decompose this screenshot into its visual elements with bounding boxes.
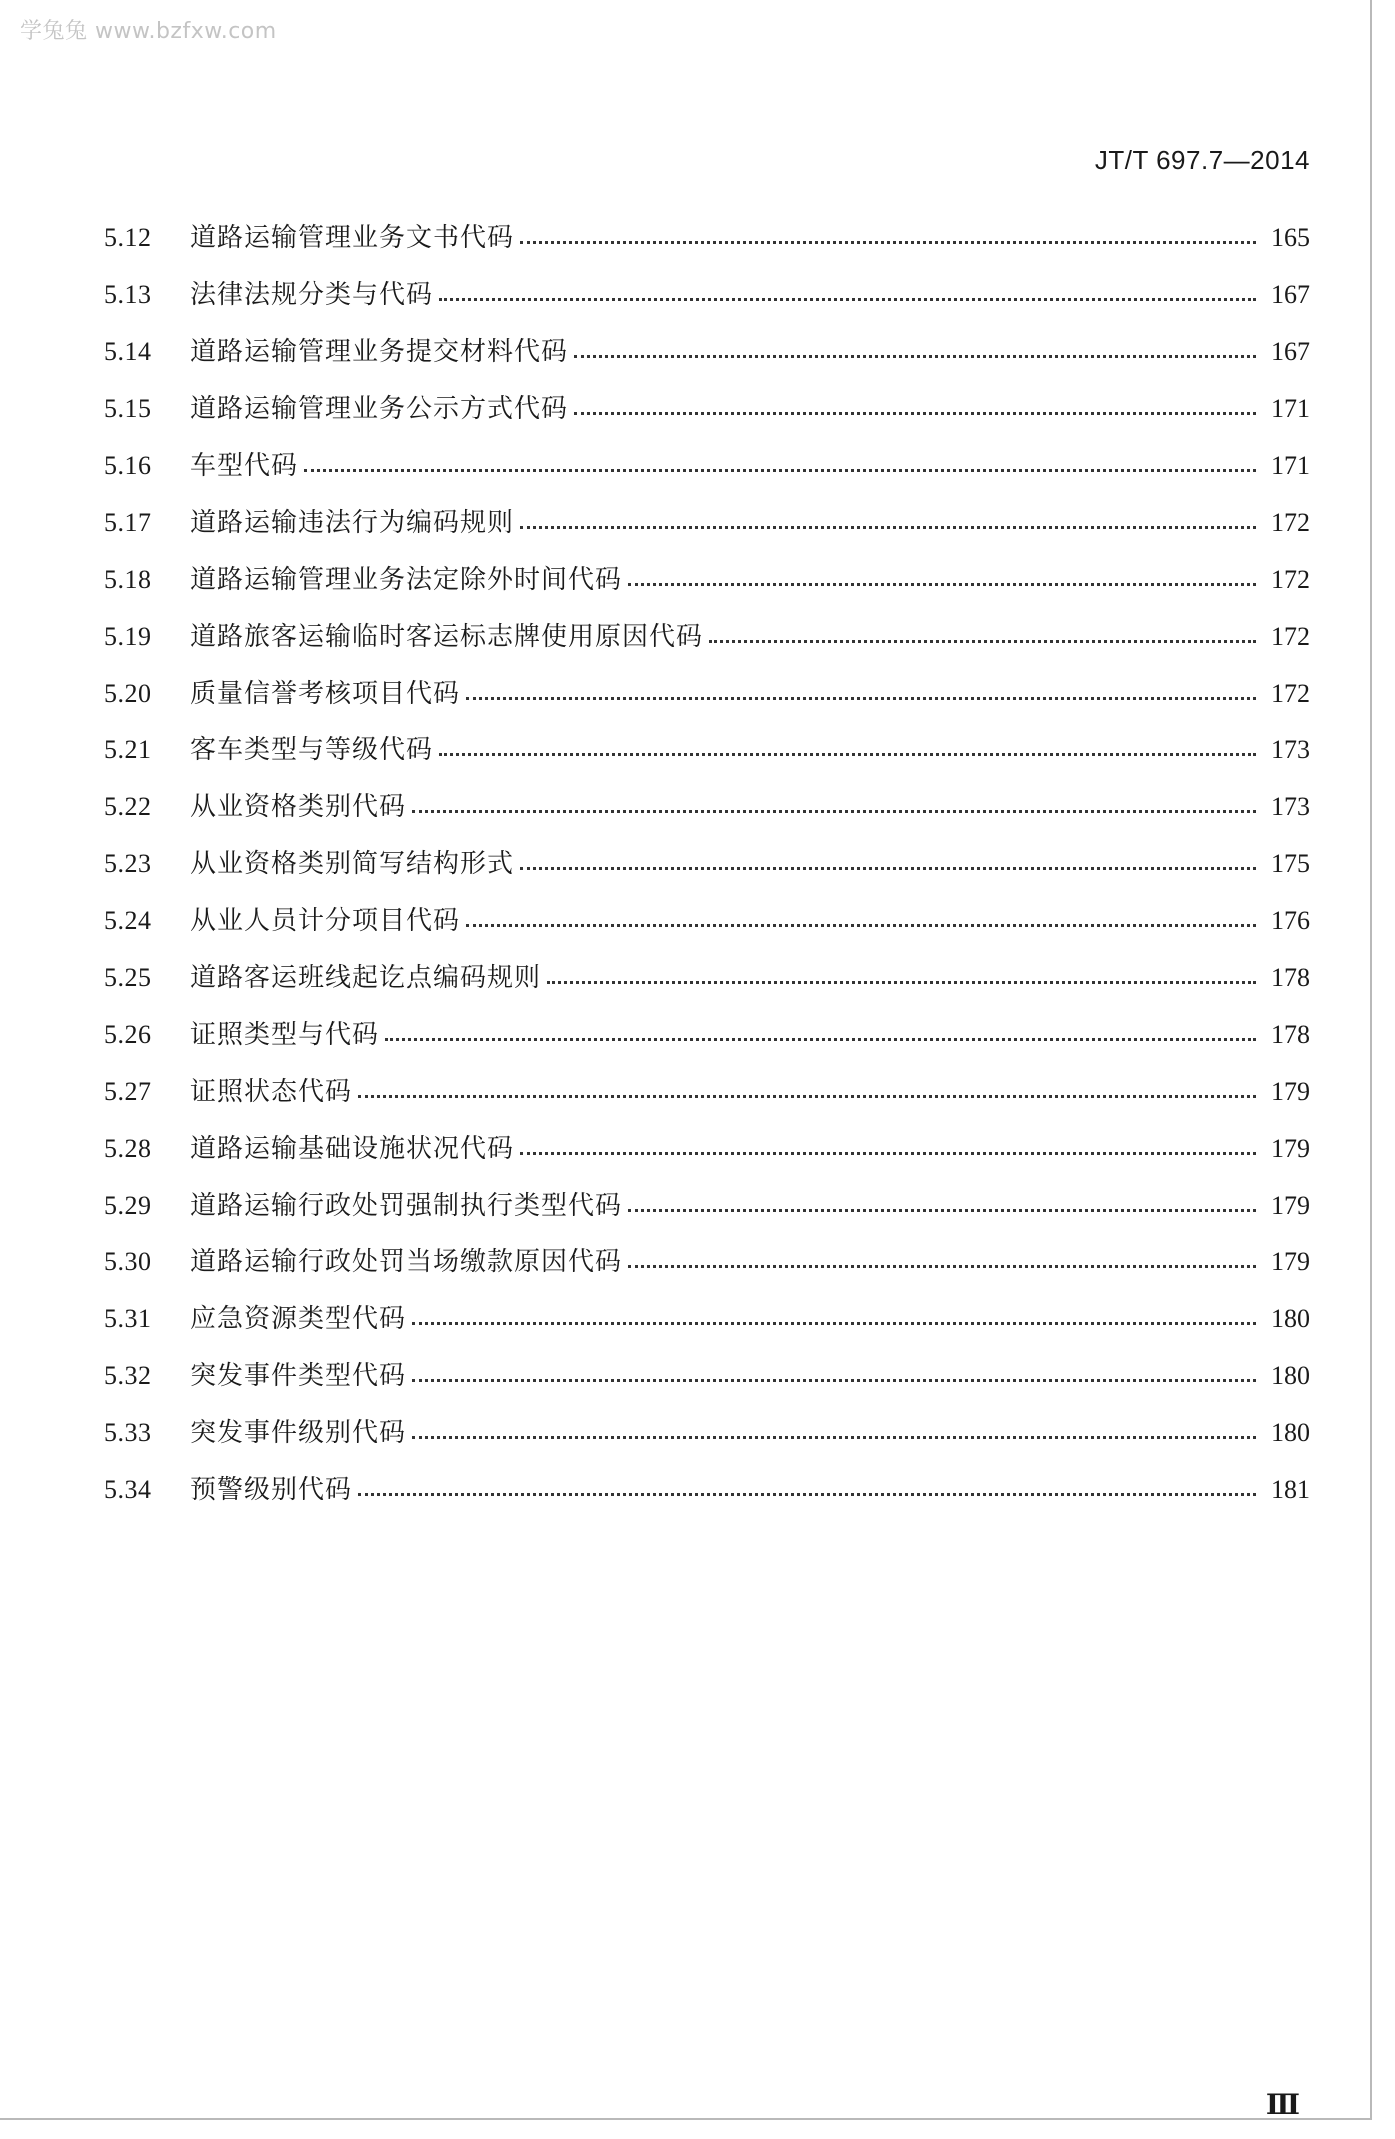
- toc-entry-number: 5.15: [104, 394, 152, 424]
- toc-dot-leader: [304, 468, 1256, 472]
- toc-entry-number: 5.13: [104, 280, 152, 310]
- toc-dot-leader: [439, 297, 1256, 301]
- watermark-text: 学兔兔 www.bzfxw.com: [20, 19, 277, 44]
- toc-entry-page: 167: [1271, 337, 1310, 367]
- toc-entry-page: 175: [1271, 849, 1310, 879]
- toc-entry[interactable]: [104, 836, 1310, 893]
- toc-entry-page: 165: [1271, 223, 1310, 253]
- toc-entry-page: 178: [1271, 963, 1310, 993]
- toc-entry-title: 突发事件级别代码: [190, 1418, 407, 1449]
- toc-dot-leader: [547, 980, 1256, 984]
- toc-dot-leader: [439, 752, 1256, 756]
- toc-entry-number: 5.30: [104, 1247, 152, 1277]
- toc-dot-leader: [466, 923, 1256, 927]
- toc-entry[interactable]: [104, 1462, 1310, 1519]
- toc-entry[interactable]: [104, 1120, 1310, 1177]
- toc-entry-number: 5.25: [104, 963, 152, 993]
- toc-entry-title: 从业资格类别简写结构形式: [190, 849, 515, 880]
- toc-entry-title: 质量信誉考核项目代码: [190, 678, 461, 709]
- toc-entry-title: 应急资源类型代码: [190, 1304, 407, 1335]
- toc-entry[interactable]: [104, 608, 1310, 665]
- toc-entry-page: 172: [1271, 678, 1310, 708]
- toc-dot-leader: [520, 1151, 1256, 1155]
- toc-entry-number: 5.23: [104, 849, 152, 879]
- toc-entry-page: 173: [1271, 792, 1310, 822]
- toc-entry-title: 证照类型与代码: [190, 1019, 380, 1050]
- toc-entry-title: 道路运输管理业务公示方式代码: [190, 394, 569, 425]
- toc-entry-number: 5.33: [104, 1418, 152, 1448]
- toc-entry-page: 173: [1271, 735, 1310, 765]
- toc-entry-number: 5.28: [104, 1133, 152, 1163]
- toc-entry-page: 178: [1271, 1019, 1310, 1049]
- toc-entry-number: 5.19: [104, 621, 152, 651]
- toc-entry-number: 5.31: [104, 1304, 152, 1334]
- toc-entry-number: 5.14: [104, 337, 152, 367]
- toc-entry-title: 车型代码: [190, 451, 299, 481]
- toc-entry-title: 道路运输行政处罚强制执行类型代码: [190, 1190, 623, 1221]
- toc-entry-title: 道路旅客运输临时客运标志牌使用原因代码: [190, 621, 704, 652]
- toc-entry-title: 道路客运班线起讫点编码规则: [190, 963, 542, 994]
- toc-entry-number: 5.29: [104, 1190, 152, 1220]
- toc-dot-leader: [628, 582, 1256, 586]
- toc-entry-number: 5.27: [104, 1076, 152, 1106]
- toc-entry-title: 法律法规分类与代码: [190, 280, 434, 311]
- standard-code-header: JT/T 697.7—2014: [1094, 145, 1310, 175]
- toc-entry-page: 179: [1271, 1190, 1310, 1220]
- toc-dot-leader: [385, 1037, 1256, 1041]
- toc-entry-page: 179: [1271, 1076, 1310, 1106]
- toc-entry-title: 从业资格类别代码: [190, 792, 407, 823]
- toc-entry-title: 道路运输管理业务文书代码: [190, 223, 515, 254]
- toc-entry[interactable]: [104, 1234, 1310, 1291]
- toc-entry[interactable]: [104, 893, 1310, 950]
- toc-dot-leader: [628, 1208, 1256, 1212]
- toc-entry-number: 5.12: [104, 223, 152, 253]
- toc-entry-number: 5.21: [104, 735, 152, 765]
- toc-entry[interactable]: [104, 381, 1310, 438]
- toc-dot-leader: [466, 696, 1256, 700]
- toc-entry-number: 5.20: [104, 678, 152, 708]
- toc-entry-title: 道路运输违法行为编码规则: [190, 507, 515, 538]
- toc-entry-title: 证照状态代码: [190, 1076, 353, 1107]
- toc-entry[interactable]: [104, 324, 1310, 381]
- toc-entry[interactable]: [104, 1348, 1310, 1405]
- toc-dot-leader: [574, 411, 1256, 415]
- toc-entry-title: 道路运输基础设施状况代码: [190, 1133, 515, 1164]
- toc-entry-page: 172: [1271, 621, 1310, 651]
- toc-dot-leader: [412, 809, 1256, 813]
- toc-entry-page: 167: [1271, 280, 1310, 310]
- toc-entry[interactable]: [104, 1177, 1310, 1234]
- toc-dot-leader: [412, 1435, 1256, 1439]
- toc-entry-title: 道路运输行政处罚当场缴款原因代码: [190, 1247, 623, 1278]
- toc-entry[interactable]: [104, 494, 1310, 551]
- toc-dot-leader: [358, 1094, 1256, 1098]
- toc-entry[interactable]: [104, 210, 1310, 267]
- toc-entry-page: 172: [1271, 507, 1310, 537]
- toc-entry-page: 172: [1271, 564, 1310, 594]
- toc-dot-leader: [574, 354, 1256, 358]
- toc-entry[interactable]: [104, 1291, 1310, 1348]
- toc-entry[interactable]: [104, 779, 1310, 836]
- toc-entry-title: 道路运输管理业务提交材料代码: [190, 337, 569, 368]
- toc-entry-page: 180: [1271, 1361, 1310, 1391]
- toc-entry-number: 5.18: [104, 564, 152, 594]
- toc-entry-title: 突发事件类型代码: [190, 1361, 407, 1392]
- toc-dot-leader: [412, 1378, 1256, 1382]
- toc-entry[interactable]: [104, 950, 1310, 1007]
- toc-entry-page: 176: [1271, 906, 1310, 936]
- toc-entry[interactable]: [104, 551, 1310, 608]
- toc-dot-leader: [520, 866, 1256, 870]
- toc-dot-leader: [520, 525, 1256, 529]
- toc-entry[interactable]: [104, 665, 1310, 722]
- toc-entry-page: 171: [1271, 394, 1310, 424]
- toc-entry[interactable]: [104, 1006, 1310, 1063]
- toc-dot-leader: [520, 240, 1256, 244]
- toc-entry-page: 171: [1271, 451, 1310, 480]
- toc-entry[interactable]: [104, 438, 1310, 495]
- toc-entry-page: 180: [1271, 1418, 1310, 1448]
- toc-dot-leader: [628, 1264, 1256, 1268]
- toc-dot-leader: [412, 1321, 1256, 1325]
- toc-entry[interactable]: [104, 1405, 1310, 1462]
- toc-entry-page: 181: [1271, 1475, 1310, 1505]
- toc-entry-title: 客车类型与等级代码: [190, 735, 434, 766]
- toc-entry-title: 道路运输管理业务法定除外时间代码: [190, 564, 623, 595]
- toc-dot-leader: [709, 639, 1256, 643]
- page-number: Ⅲ: [1265, 2090, 1300, 2121]
- toc-entry[interactable]: [104, 267, 1310, 324]
- toc-entry-page: 179: [1271, 1247, 1310, 1277]
- toc-entry[interactable]: [104, 1063, 1310, 1120]
- toc-entry-number: 5.16: [104, 451, 152, 480]
- toc-entry-page: 180: [1271, 1304, 1310, 1334]
- toc-entry-number: 5.17: [104, 507, 152, 537]
- toc-entry-number: 5.24: [104, 906, 152, 936]
- toc-entry-title: 预警级别代码: [190, 1475, 353, 1506]
- toc-entry-number: 5.26: [104, 1019, 152, 1049]
- toc-entry-page: 179: [1271, 1133, 1310, 1163]
- toc-entry-number: 5.22: [104, 792, 152, 822]
- toc-entry-number: 5.34: [104, 1475, 152, 1505]
- toc-entry[interactable]: [104, 722, 1310, 779]
- toc-entry-number: 5.32: [104, 1361, 152, 1391]
- toc-entry-title: 从业人员计分项目代码: [190, 906, 461, 937]
- table-of-contents: [104, 210, 1310, 1518]
- toc-dot-leader: [358, 1492, 1256, 1496]
